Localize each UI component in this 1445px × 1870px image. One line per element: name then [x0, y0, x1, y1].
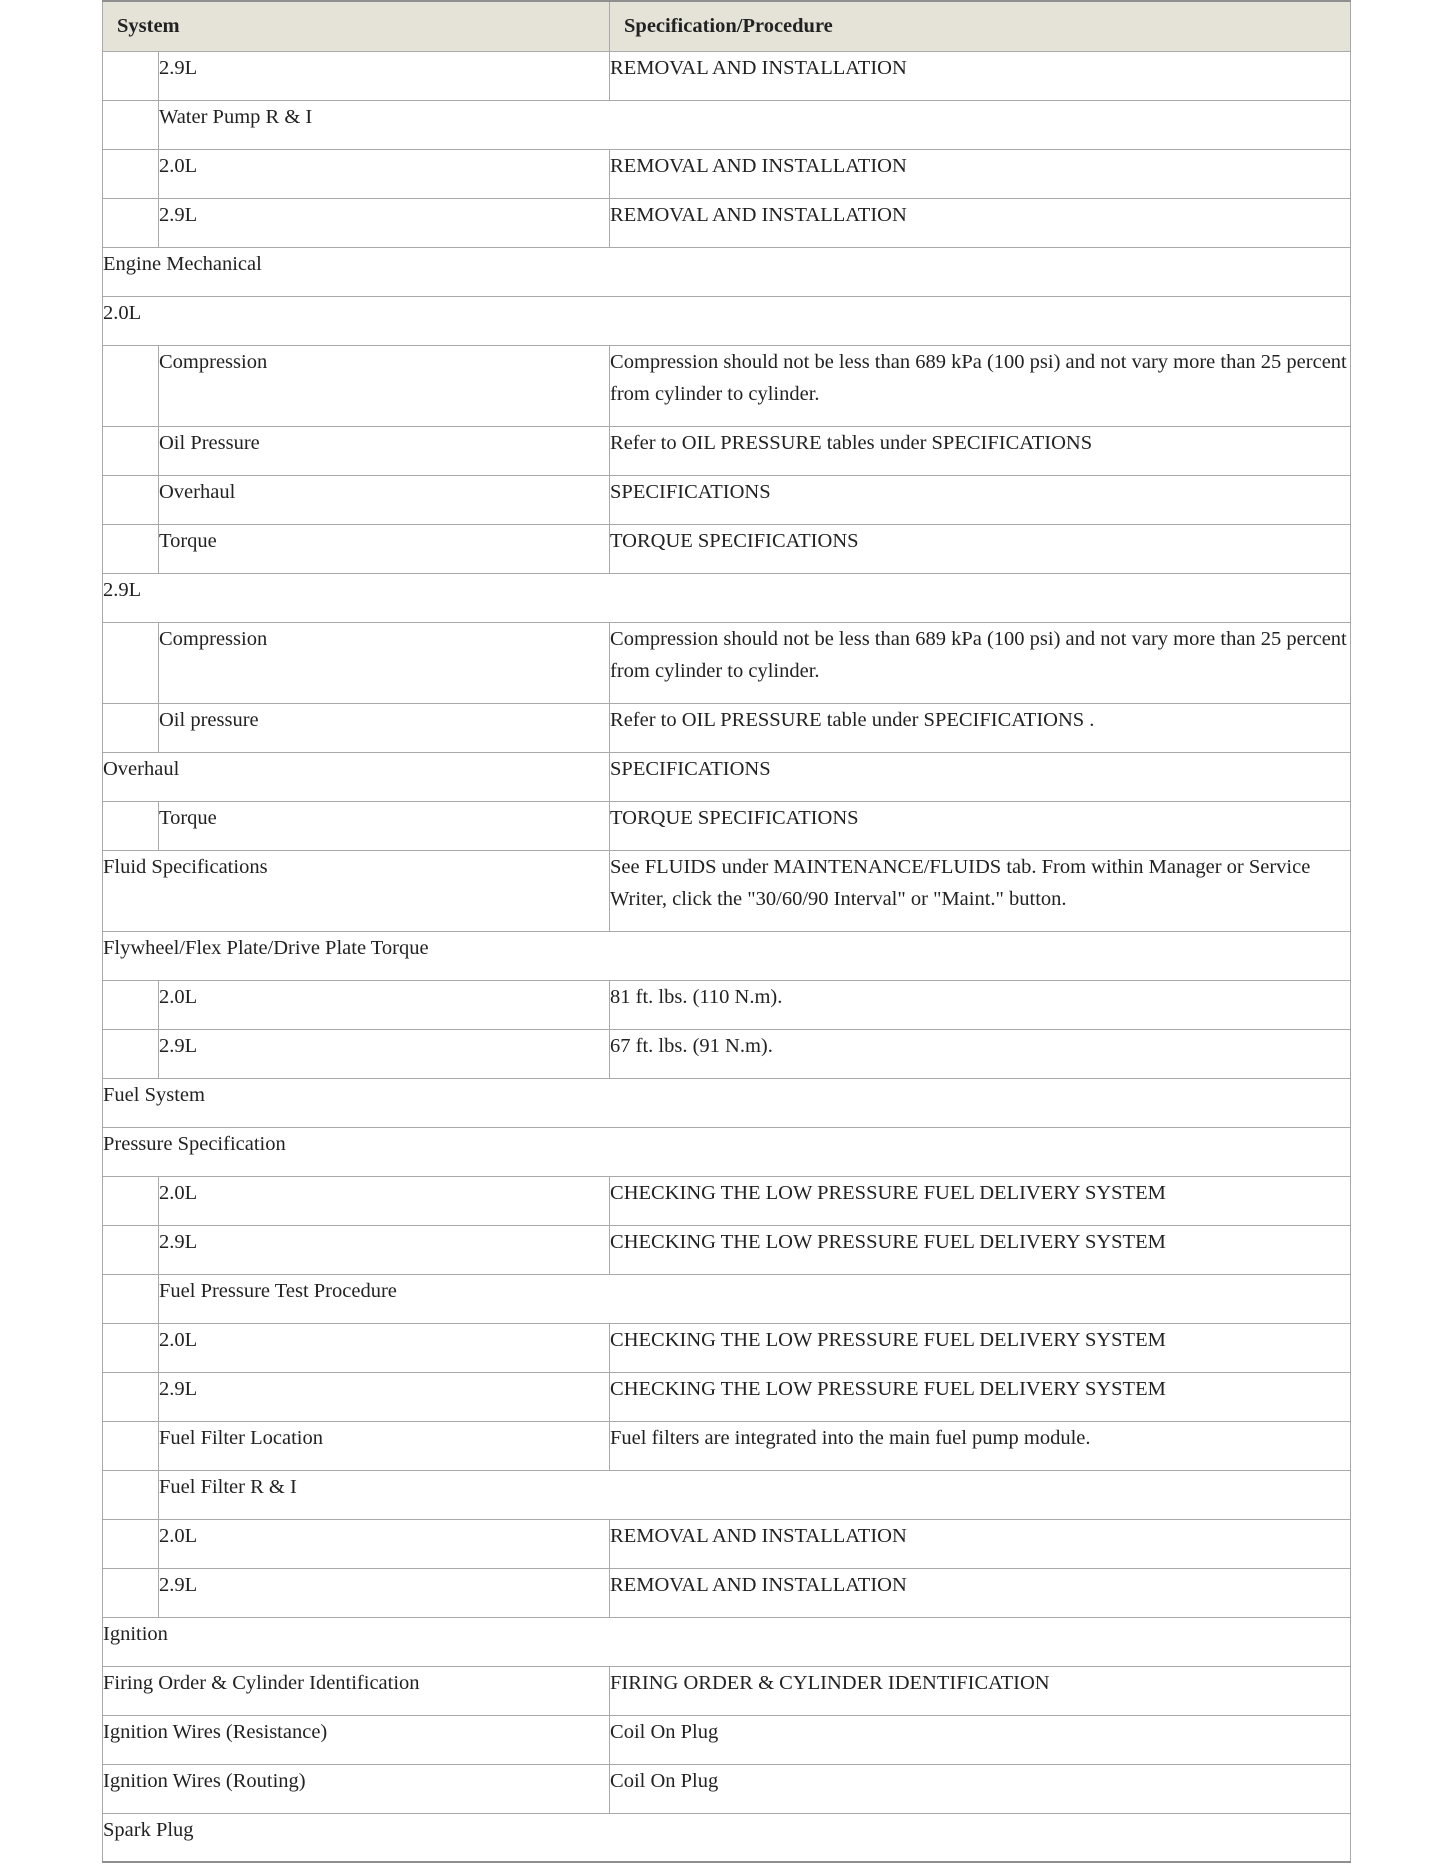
spec-cell: FIRING ORDER & CYLINDER IDENTIFICATION	[610, 1666, 1351, 1715]
system-cell: Compression	[159, 345, 610, 426]
spec-cell: CHECKING THE LOW PRESSURE FUEL DELIVERY SYSTEM	[610, 1176, 1351, 1225]
spec-cell: Fuel filters are integrated into the main fuel pump module.	[610, 1421, 1351, 1470]
indent-cell	[103, 703, 159, 752]
spec-cell: 81 ft. lbs. (110 N.m).	[610, 980, 1351, 1029]
system-cell: Spark Plug	[103, 1813, 1351, 1862]
table-row	[103, 1372, 1351, 1421]
indent-cell	[103, 475, 159, 524]
system-cell: Overhaul	[159, 475, 610, 524]
indent-cell	[103, 149, 159, 198]
table-row	[103, 1715, 1351, 1764]
table-row	[103, 1029, 1351, 1078]
spec-cell: Refer to OIL PRESSURE table under SPECIFICATIONS .	[610, 703, 1351, 752]
table-row	[103, 1078, 1351, 1127]
table-row	[103, 980, 1351, 1029]
spec-cell: Coil On Plug	[610, 1764, 1351, 1813]
system-cell: 2.9L	[159, 1568, 610, 1617]
table-row	[103, 100, 1351, 149]
indent-cell	[103, 1470, 159, 1519]
system-cell: Ignition Wires (Routing)	[103, 1764, 610, 1813]
table-row	[103, 1323, 1351, 1372]
indent-cell	[103, 1029, 159, 1078]
indent-cell	[103, 980, 159, 1029]
spec-cell: SPECIFICATIONS	[610, 752, 1351, 801]
table-row	[103, 573, 1351, 622]
indent-cell	[103, 524, 159, 573]
indent-cell	[103, 1323, 159, 1372]
system-cell: Fuel System	[103, 1078, 1351, 1127]
table-row	[103, 524, 1351, 573]
system-cell: Water Pump R & I	[159, 100, 1351, 149]
indent-cell	[103, 426, 159, 475]
table-row	[103, 426, 1351, 475]
system-cell: Flywheel/Flex Plate/Drive Plate Torque	[103, 931, 1351, 980]
table-row	[103, 1421, 1351, 1470]
system-cell: Firing Order & Cylinder Identification	[103, 1666, 610, 1715]
system-cell: 2.9L	[159, 1029, 610, 1078]
specification-table	[102, 0, 1351, 1863]
spec-cell: Coil On Plug	[610, 1715, 1351, 1764]
table-row	[103, 1176, 1351, 1225]
system-cell: Oil Pressure	[159, 426, 610, 475]
indent-cell	[103, 622, 159, 703]
spec-cell: CHECKING THE LOW PRESSURE FUEL DELIVERY SYSTEM	[610, 1225, 1351, 1274]
system-cell: 2.0L	[159, 1323, 610, 1372]
system-cell: Torque	[159, 801, 610, 850]
system-cell: Engine Mechanical	[103, 247, 1351, 296]
header-system: System	[103, 1, 610, 51]
spec-cell: CHECKING THE LOW PRESSURE FUEL DELIVERY SYSTEM	[610, 1323, 1351, 1372]
spec-cell: SPECIFICATIONS	[610, 475, 1351, 524]
system-cell: 2.9L	[159, 1225, 610, 1274]
spec-cell: Refer to OIL PRESSURE tables under SPECIFICATIONS	[610, 426, 1351, 475]
system-cell: Fuel Pressure Test Procedure	[159, 1274, 1351, 1323]
system-cell: Compression	[159, 622, 610, 703]
indent-cell	[103, 1176, 159, 1225]
system-cell: Pressure Specification	[103, 1127, 1351, 1176]
table-row	[103, 296, 1351, 345]
table-row	[103, 703, 1351, 752]
indent-cell	[103, 51, 159, 100]
system-cell: Torque	[159, 524, 610, 573]
indent-cell	[103, 100, 159, 149]
table-row	[103, 1568, 1351, 1617]
table-row	[103, 345, 1351, 426]
table-row	[103, 51, 1351, 100]
table-row	[103, 1764, 1351, 1813]
spec-cell: See FLUIDS under MAINTENANCE/FLUIDS tab. From within Manager or Service Writer, click the "30/60/90 Interval" or "Maint." button.	[610, 850, 1351, 931]
table-row	[103, 198, 1351, 247]
table-row	[103, 1470, 1351, 1519]
system-cell: Overhaul	[103, 752, 610, 801]
indent-cell	[103, 1568, 159, 1617]
system-cell: 2.0L	[159, 1176, 610, 1225]
table-row	[103, 801, 1351, 850]
table-row	[103, 752, 1351, 801]
system-cell: 2.0L	[159, 1519, 610, 1568]
table-body	[103, 51, 1351, 1862]
indent-cell	[103, 1225, 159, 1274]
indent-cell	[103, 1274, 159, 1323]
spec-cell: REMOVAL AND INSTALLATION	[610, 1519, 1351, 1568]
system-cell: 2.0L	[159, 149, 610, 198]
spec-cell: CHECKING THE LOW PRESSURE FUEL DELIVERY SYSTEM	[610, 1372, 1351, 1421]
table-row	[103, 931, 1351, 980]
spec-table-container	[102, 0, 1350, 1863]
system-cell: 2.0L	[159, 980, 610, 1029]
indent-cell	[103, 345, 159, 426]
table-row	[103, 247, 1351, 296]
system-cell: Fuel Filter R & I	[159, 1470, 1351, 1519]
table-row	[103, 622, 1351, 703]
table-row	[103, 1666, 1351, 1715]
table-row	[103, 850, 1351, 931]
system-cell: 2.9L	[159, 1372, 610, 1421]
spec-cell: Compression should not be less than 689 kPa (100 psi) and not vary more than 25 percent from cylinder to cylinder.	[610, 622, 1351, 703]
indent-cell	[103, 1372, 159, 1421]
table-row	[103, 149, 1351, 198]
table-row	[103, 475, 1351, 524]
spec-cell: REMOVAL AND INSTALLATION	[610, 1568, 1351, 1617]
indent-cell	[103, 1421, 159, 1470]
spec-cell: REMOVAL AND INSTALLATION	[610, 51, 1351, 100]
system-cell: 2.9L	[159, 198, 610, 247]
header-spec: Specification/Procedure	[610, 1, 1351, 51]
system-cell: 2.9L	[159, 51, 610, 100]
system-cell: 2.9L	[103, 573, 1351, 622]
system-cell: Fuel Filter Location	[159, 1421, 610, 1470]
spec-cell: TORQUE SPECIFICATIONS	[610, 801, 1351, 850]
system-cell: Oil pressure	[159, 703, 610, 752]
spec-cell: REMOVAL AND INSTALLATION	[610, 198, 1351, 247]
table-row	[103, 1519, 1351, 1568]
table-row	[103, 1617, 1351, 1666]
spec-cell: TORQUE SPECIFICATIONS	[610, 524, 1351, 573]
table-row	[103, 1127, 1351, 1176]
table-row	[103, 1813, 1351, 1862]
system-cell: Ignition	[103, 1617, 1351, 1666]
spec-cell: 67 ft. lbs. (91 N.m).	[610, 1029, 1351, 1078]
table-row	[103, 1225, 1351, 1274]
system-cell: Ignition Wires (Resistance)	[103, 1715, 610, 1764]
indent-cell	[103, 1519, 159, 1568]
indent-cell	[103, 801, 159, 850]
spec-cell: Compression should not be less than 689 kPa (100 psi) and not vary more than 25 percent from cylinder to cylinder.	[610, 345, 1351, 426]
system-cell: Fluid Specifications	[103, 850, 610, 931]
table-header-row	[103, 1, 1351, 51]
indent-cell	[103, 198, 159, 247]
system-cell: 2.0L	[103, 296, 1351, 345]
spec-cell: REMOVAL AND INSTALLATION	[610, 149, 1351, 198]
table-row	[103, 1274, 1351, 1323]
